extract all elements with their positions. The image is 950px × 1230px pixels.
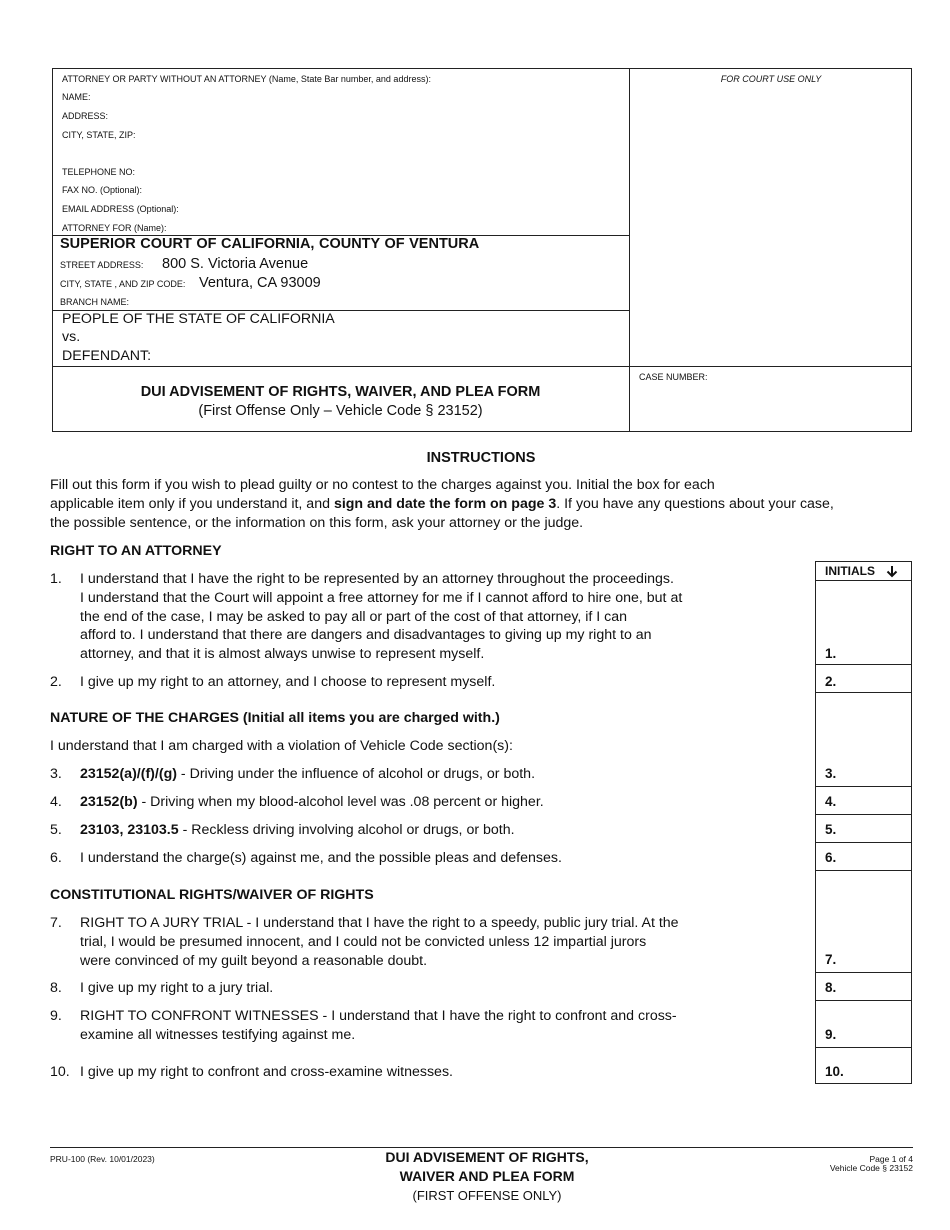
item-10-text: I give up my right to confront and cross-examine witnesses.: [80, 1064, 453, 1080]
item-number-3: 3.: [50, 766, 62, 782]
item-number-5: 5.: [50, 822, 62, 838]
section-constitutional-rights: CONSTITUTIONAL RIGHTS/WAIVER OF RIGHTS: [50, 887, 374, 903]
instructions-heading: INSTRUCTIONS: [426, 450, 536, 466]
instructions-line-2: applicable item only if you understand it, and sign and date the form on page 3. If you have any questions about your case,: [50, 496, 834, 512]
court-use-label: FOR COURT USE ONLY: [720, 74, 822, 84]
initials-number-6: 6.: [825, 850, 837, 865]
item-1-text: I understand that I have the right to be represented by an attorney throughout the proceedings. I understand that the Court will appoint a free attorney for me if I cannot afford to hire one, but at the end of the case, I may be asked to pay all or part of the cost of that attorney, if I can afford to. I understand that there are dangers and disadvantages to giving up my right to an attorney, and that it is almost always unwise to represent myself.: [80, 571, 683, 663]
item-number-7: 7.: [50, 915, 62, 931]
defendant-field[interactable]: DEFENDANT:: [62, 348, 152, 364]
item-9-text: RIGHT TO CONFRONT WITNESSES - I understand that I have the right to confront and cross- examine all witnesses testifying against me.: [80, 1008, 677, 1043]
item-7-text: RIGHT TO A JURY TRIAL - I understand that I have the right to a speedy, public jury trial. At the trial, I would be presumed innocent, and I could not be convicted unless 12 impartial jurors were convinced of my guilt beyond a reasonable doubt.: [80, 915, 679, 969]
code-23152-agf: 23152(a)/(f)/(g): [80, 766, 177, 782]
telephone-field[interactable]: TELEPHONE NO:: [62, 167, 136, 177]
initials-number-7: 7.: [825, 952, 837, 967]
item-number-8: 8.: [50, 980, 62, 996]
attorney-heading: ATTORNEY OR PARTY WITHOUT AN ATTORNEY (Name, State Bar number, and address):: [62, 74, 431, 84]
address-field[interactable]: ADDRESS:: [62, 111, 109, 121]
item-5-text: 23103, 23103.5 - Reckless driving involving alcohol or drugs, or both.: [80, 822, 515, 838]
initials-number-2: 2.: [825, 674, 837, 689]
footer-title-1: DUI ADVISEMENT OF RIGHTS,: [385, 1149, 589, 1165]
footer-title-3: (FIRST OFFENSE ONLY): [412, 1188, 562, 1203]
branch-name-label: BRANCH NAME:: [60, 297, 130, 307]
footer-rule: [50, 1147, 913, 1148]
initials-number-1: 1.: [825, 646, 837, 661]
item-number-2: 2.: [50, 674, 62, 690]
caption-divider: [629, 68, 630, 432]
footer-page-number: Page 1 of 4: [869, 1154, 913, 1164]
instructions-line-1: Fill out this form if you wish to plead guilty or no contest to the charges against you. Initial the box for each: [50, 477, 715, 493]
arrow-down-icon: [886, 565, 898, 578]
item-number-4: 4.: [50, 794, 62, 810]
initials-number-5: 5.: [825, 822, 837, 837]
city-zip-label: CITY, STATE , AND ZIP CODE:: [60, 279, 186, 289]
section-nature-of-charges: NATURE OF THE CHARGES (Initial all items you are charged with.): [50, 710, 500, 726]
initials-number-8: 8.: [825, 980, 837, 995]
code-23103: 23103, 23103.5: [80, 822, 179, 838]
initials-number-4: 4.: [825, 794, 837, 809]
form-subtitle: (First Offense Only – Vehicle Code § 23152): [198, 403, 483, 419]
section-right-to-attorney: RIGHT TO AN ATTORNEY: [50, 543, 222, 559]
initials-number-9: 9.: [825, 1027, 837, 1042]
item-number-10: 10.: [50, 1064, 70, 1080]
initials-number-3: 3.: [825, 766, 837, 781]
item-6-text: I understand the charge(s) against me, and the possible pleas and defenses.: [80, 850, 562, 866]
footer-vehicle-code: Vehicle Code § 23152: [829, 1163, 913, 1173]
instructions-line-3: the possible sentence, or the information on this form, ask your attorney or the judge.: [50, 515, 584, 531]
initials-header: [815, 561, 912, 581]
item-number-9: 9.: [50, 1008, 62, 1024]
city-zip-value: Ventura, CA 93009: [199, 275, 321, 291]
initials-header-label: INITIALS: [825, 564, 875, 578]
item-8-text: I give up my right to a jury trial.: [80, 980, 274, 996]
vs-label: vs.: [62, 329, 81, 345]
people-label: PEOPLE OF THE STATE OF CALIFORNIA: [62, 311, 335, 327]
item-3-text: 23152(a)/(f)/(g) - Driving under the influence of alcohol or drugs, or both.: [80, 766, 536, 782]
court-name: SUPERIOR COURT OF CALIFORNIA, COUNTY OF VENTURA: [60, 236, 480, 252]
item-number-1: 1.: [50, 571, 62, 587]
code-23152b: 23152(b): [80, 794, 138, 810]
item-number-6: 6.: [50, 850, 62, 866]
street-address-value: 800 S. Victoria Avenue: [162, 256, 309, 272]
city-field[interactable]: CITY, STATE, ZIP:: [62, 130, 136, 140]
email-field[interactable]: EMAIL ADDRESS (Optional):: [62, 204, 179, 214]
fax-field[interactable]: FAX NO. (Optional):: [62, 185, 143, 195]
form-title: DUI ADVISEMENT OF RIGHTS, WAIVER, AND PLEA FORM: [140, 384, 541, 400]
initials-number-10: 10.: [825, 1064, 844, 1079]
item-4-text: 23152(b) - Driving when my blood-alcohol level was .08 percent or higher.: [80, 794, 544, 810]
sign-date-emphasis: sign and date the form on page 3: [333, 496, 557, 512]
footer-form-id: PRU-100 (Rev. 10/01/2023): [50, 1154, 155, 1164]
case-number-field[interactable]: CASE NUMBER:: [639, 372, 708, 382]
charges-intro: I understand that I am charged with a violation of Vehicle Code section(s):: [50, 738, 513, 754]
title-divider: [52, 366, 912, 367]
item-2-text: I give up my right to an attorney, and I choose to represent myself.: [80, 674, 496, 690]
footer-title-2: WAIVER AND PLEA FORM: [399, 1168, 575, 1184]
street-address-label: STREET ADDRESS:: [60, 260, 144, 270]
name-field[interactable]: NAME:: [62, 92, 91, 102]
attorney-for-field[interactable]: ATTORNEY FOR (Name):: [62, 223, 167, 233]
